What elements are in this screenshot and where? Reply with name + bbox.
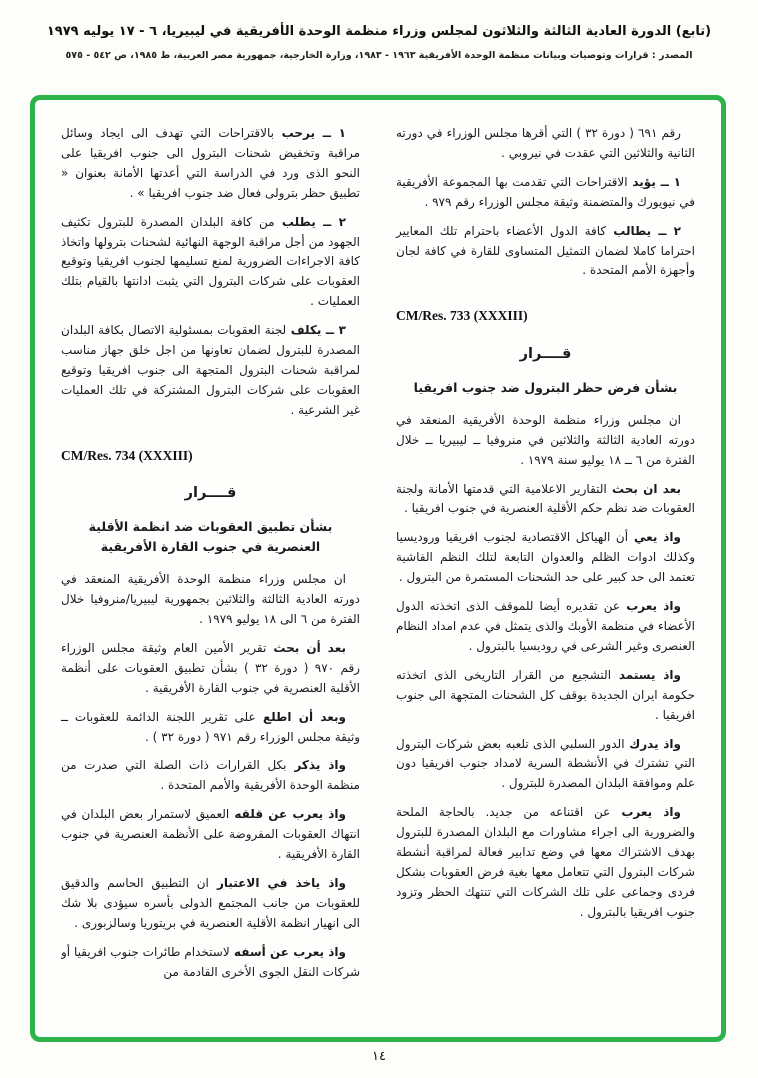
paragraph: ٣ ــ يكلف لجنة العقوبات بمسئولية الاتصال بكافة البلدان المصدرة للبترول لضمان تعاونها من اجل خلق جهاز مناسب لمراقبة شحنات البترول المتجهة الى جنوب افريقيا وتوقيع العقوبات على شركات البترول المشتركة في تلك العمليات غير الشرعية . [61, 323, 360, 417]
paragraph: بعد أن بحث تقرير الأمين العام وثيقة مجلس الوزراء رقم ٩٧٠ ( دورة ٣٢ ) بشأن تطبيق العقوبات على أنظمة الأقلية العنصرية في جنوب القارة الأفريقية . [61, 640, 360, 695]
paragraph: ١ ــ يرحب بالاقتراحات التي تهدف الى ايجاد وسائل مراقبة وتخفيض شحنات البترول الى جنوب افريقيا على النحو الذى ورد في الدراسة التي أعدتها الأمانة بعنوان « تطبيق حظر بترولى فعال ضد جنوب افريقيا » . [61, 126, 360, 200]
document-source: المصدر : قرارات وتوصيات وبيانات منظمة الوحدة الأفريقية ١٩٦٣ - ١٩٨٣، وزارة الخارجية، جمهورية مصر العربية، ط ١٩٨٥، ص ٥٤٢ - ٥٧٥ [65, 50, 693, 61]
page-number: ١٤ [372, 1049, 386, 1064]
resolution-subject: بشأن فرض حظر البترول ضد جنوب افريقيا [413, 379, 678, 395]
resolution-ref: CM/Res. 734 (XXXIII) [61, 447, 193, 463]
paragraph: بعد ان بحث التقارير الاعلامية التي قدمتها الأمانة ولجنة العقوبات ضد نظم حكم الأقلية العنصرية في جنوب افريقيا . [396, 481, 695, 516]
document-title: (تابع) الدورة العادية الثالثة والثلاثون لمجلس وزراء منظمة الوحدة الأفريقية في ليبيريا، ٦ - ١٧ يوليه ١٩٧٩ [46, 24, 712, 39]
column-right [396, 124, 695, 1021]
column-left [61, 124, 360, 1021]
paragraph: ان مجلس وزراء منظمة الوحدة الأفريقية المنعقد في دورته العادية الثالثة والثلاثين في منروفيا ــ ليبيريا ــ خلال الفترة من ٦ ــ ١٨ يوليو سنة ١٩٧٩ . [396, 412, 695, 467]
resolution-heading: قــــرار [184, 485, 237, 502]
text-columns [61, 124, 695, 1021]
content-box [30, 95, 726, 1042]
paragraph: واذ يعرب عن أسفه لاستخدام طائرات جنوب افريقيا أو شركات النقل الجوى الأخرى القادمة من [61, 944, 360, 979]
paragraph: ٢ ــ يطالب كافة الدول الأعضاء باحترام تلك المعايير احتراما كاملا لضمان التمثيل المتساوى للقارة في كافة لجان وأجهزة الأمم المتحدة . [396, 223, 695, 278]
paragraph: واذ يدرك الدور السلبي الذى تلعبه بعض شركات البترول التي تشترك في الأنشطة السرية لامداد جنوب افريقيا دون علم وموافقة البلدان المصدرة للبترول . [396, 736, 695, 791]
paragraph: واذ ياخذ في الاعتبار ان التطبيق الحاسم والدقيق للعقوبات من جانب المجتمع الدولى بأسره سيؤدى بلا شك الى انهيار انظمة الأقلية العنصرية في بريتوريا وسالزبورى . [61, 875, 360, 930]
paragraph: ان مجلس وزراء منظمة الوحدة الأفريقية المنعقد في دورته العادية الثالثة والثلاثين بجمهورية ليبيريا/منروفيا خلال الفترة من ٦ الى ١٨ يوليو ١٩٧٩ . [61, 572, 360, 626]
paragraph: واذ يعرب عن اقتناعه من جديد. بالحاجة الملحة والضرورية الى اجراء مشاورات مع البلدان المصدرة للبترول بهدف الاشتراك معها في وضع تدابير فعالة لمراقبة أنشطة شركات البترول التي تتعامل معها بغية فرض العقوبات بشكل فردى وجماعى على تلك الشركات التي تنتهك الحظر وتزود جنوب افريقيا بالبترول . [396, 805, 695, 919]
paragraph: واذ يعرب عن تقديره أيضا للموقف الذى اتخذته الدول الأعضاء في منظمة الأوبك والذى يتمثل في عدم امداد النظام العنصرى وغير الشرعى في روديسيا بالبترول . [396, 599, 695, 653]
paragraph: ٢ ــ يطلب من كافة البلدان المصدرة للبترول تكثيف الجهود من أجل مراقبة الوجهة النهائية لشحنات بترولها واتخاذ كافة الاجراءات الضرورية لمنع تسليمها لجنوب افريقيا وتوقيع العقوبات على شركات البترول التي يثبت ادانتها بالقيام بتلك العمليات . [61, 214, 360, 309]
paragraph: رقم ٦٩١ ( دورة ٣٢ ) التي أقرها مجلس الوزراء في دورته الثانية والثلاثين التي عقدت في نيروبي . [396, 126, 695, 160]
resolution-ref: CM/Res. 733 (XXXIII) [396, 308, 528, 324]
paragraph: واذ يستمد التشجيع من القرار التاريخى الذى اتخذته حكومة ايران الجديدة بوقف كل الشحنات المتجهة الى جنوب افريقيا . [396, 667, 695, 722]
paragraph: وبعد أن اطلع على تقرير اللجنة الدائمة للعقوبات ــ وثيقة مجلس الوزراء رقم ٩٧١ ( دورة ٣٢ ) . [61, 709, 360, 744]
resolution-subject: بشأن تطبيق العقوبات ضد انظمة الأقلية العنصرية في جنوب القارة الأفريقية [88, 519, 333, 555]
resolution-heading: قــــرار [519, 345, 572, 362]
paragraph: واذ يعي أن الهياكل الاقتصادية لجنوب افريقيا وروديسيا وكذلك ادوات الظلم والعدوان التابعة لتلك النظم الفاشية تعتمد الى حد كبير على حد الشحنات المستمرة من البترول . [396, 530, 695, 585]
paragraph: ١ ــ يؤيد الاقتراحات التي تقدمت بها المجموعة الأفريقية في نيويورك والمتضمنة وثيقة مجلس الوزراء رقم ٩٧٩ . [396, 174, 695, 209]
paragraph: واذ يذكر بكل القرارات ذات الصلة التي صدرت من منظمة الوحدة الأفريقية والأمم المتحدة . [61, 758, 360, 793]
paragraph: واذ يعرب عن قلقه العميق لاستمرار بعض البلدان في انتهاك العقوبات المفروضة على الأنظمة العنصرية في جنوب القارة الأفريقية . [61, 807, 360, 862]
page-header [0, 0, 758, 61]
